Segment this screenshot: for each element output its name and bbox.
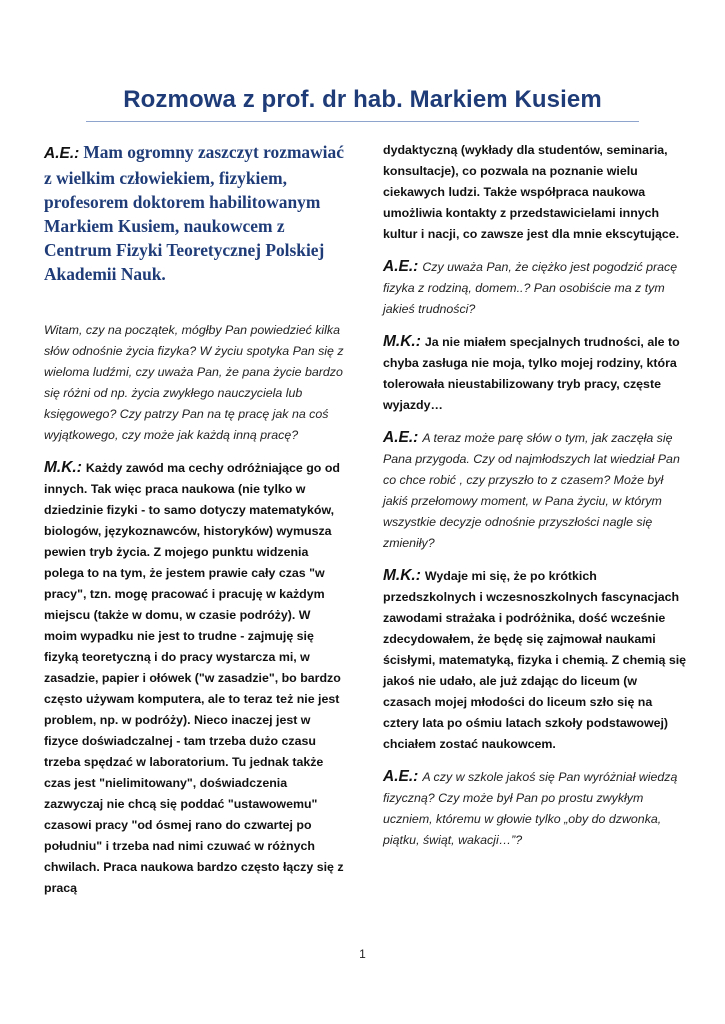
page-number: 1 <box>359 947 366 961</box>
question-text: A teraz może parę słów o tym, jak zaczęła się Pana przygoda. Czy od najmłodszych lat wiedział Pan co chce robić , czy przyszło to z czasem? Może był jakiś przełomowy moment, w Pana życiu, w którym wszystkie decyzje odnośnie przyszłości nagle się zmieniły? <box>383 431 680 550</box>
intro-text: Mam ogromny zaszczyt rozmawiać z wielkim człowiekiem, fizykiem, profesorem doktorem habilitowanym Markiem Kusiem, naukowcem z Centrum Fizyki Teoretycznej Polskiej Akademii Nauk. <box>44 142 344 284</box>
question-paragraph <box>383 256 688 320</box>
speaker-label: A.E.: <box>383 768 419 785</box>
answer-text: Wydaje mi się, że po krótkich przedszkolnych i wczesnoszkolnych fascynacjach zawodami strażaka i podróżnika, dość wcześnie zdecydowałem, że będę się zajmował naukami ścisłymi, matematyką, fizyka i chemią. Z chemią się jakoś nie udało, ale już zdając do liceum (w czasach mojej młodości do liceum szło się na cztery lata po ośmiu latach szkoły podstawowej) chciałem zostać naukowcem. <box>383 569 687 751</box>
question-text: Czy uważa Pan, że ciężko jest pogodzić pracę fizyka z rodziną, domem..? Pan osobiście ma z tym jakieś trudności? <box>383 260 678 316</box>
question-text: A czy w szkole jakoś się Pan wyróżniał wiedzą fizyczną? Czy może był Pan po prostu zwykłym uczniem, któremu w głowie tylko „oby do dzwonka, piątku, świąt, wakacji…”? <box>383 770 678 847</box>
answer-paragraph <box>383 331 688 416</box>
intro-paragraph <box>44 140 344 286</box>
answer-text: Ja nie miałem specjalnych trudności, ale to chyba zasługa nie moja, tylko mojej rodziny, która tolerowała nieustabilizowany tryb pracy, częste wyjazdy… <box>383 335 680 412</box>
answer-text: Każdy zawód ma cechy odróżniające go od innych. Tak więc praca naukowa (nie tylko w dziedzinie fizyki - to samo dotyczy matematyków, biologów, językoznawców, historyków) wymusza pewien tryb życia. Z mojego punktu widzenia polega to na tym, że jestem prawie cały czas "w pracy", tzn. mogę pracować i pracuję w każdym miejscu (także w domu, w czasie podróży). W moim wypadku nie jest to trudne - zajmuję się fizyką teoretyczną i do pracy wystarcza mi, w zasadzie, papier i ołówek ("w zasadzie", bo bardzo często używam komputera, ale to teraz też nie jest problem, np. w podróży). Nieco inaczej jest w fizyce doświadczalnej - tam trzeba dużo czasu trzeba spędzać w laboratorium. Tu jednak także czas jest "nielimitowany", doświadczenia zazwyczaj nie chcą się poddać "ustawowemu" czasowi pracy "od ósmej rano do czwartej po południu" i trzeba nad nimi czuwać w różnych chwilach. Praca naukowa bardzo często łączy się z pracą <box>44 461 344 895</box>
speaker-label: A.E.: <box>383 429 419 446</box>
question-paragraph <box>383 427 688 554</box>
speaker-label: A.E.: <box>383 258 419 275</box>
speaker-label: M.K.: <box>44 459 82 476</box>
speaker-label: A.E.: <box>44 145 80 162</box>
question-paragraph: Witam, czy na początek, mógłby Pan powiedzieć kilka słów odnośnie życia fizyka? W życiu spotyka Pan się z wieloma ludźmi, czy uważa Pan, że pana życie bardzo się różni od np. życia zwykłego nauczyciela lub księgowego? Czy patrzy Pan na tę pracę jak na coś wyjątkowego, czy może jak każdą inną pracę? <box>44 323 344 442</box>
answer-paragraph <box>44 457 344 899</box>
title-underline <box>86 121 639 122</box>
right-column <box>383 140 688 851</box>
speaker-label: M.K.: <box>383 333 421 350</box>
question-paragraph <box>383 766 688 851</box>
speaker-label: M.K.: <box>383 567 421 584</box>
answer-continuation: dydaktyczną (wykłady dla studentów, seminaria, konsultacje), co pozwala na poznanie wielu ciekawych ludzi. Także współpraca naukowa umożliwia kontakty z przedstawicielami innych kultur i nacji, co zawsze jest dla mnie ekscytujące. <box>383 143 680 241</box>
page-title: Rozmowa z prof. dr hab. Markiem Kusiem <box>123 86 602 113</box>
answer-paragraph <box>383 565 688 755</box>
left-column <box>44 140 344 899</box>
